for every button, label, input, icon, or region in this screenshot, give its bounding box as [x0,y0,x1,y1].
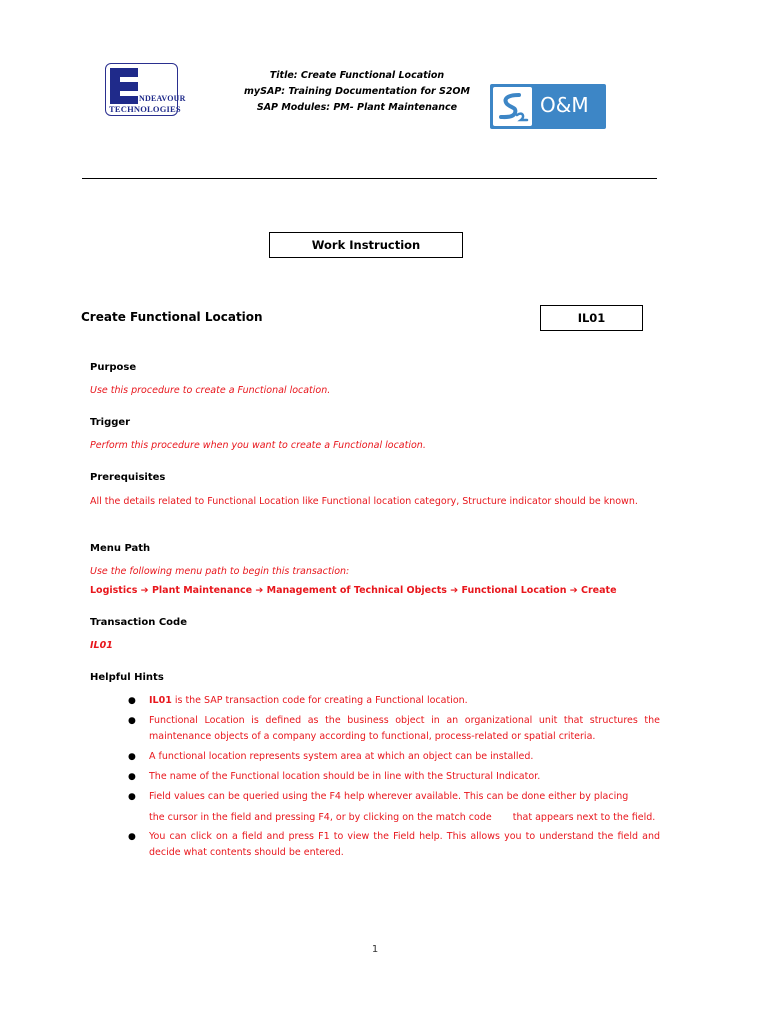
bullet-icon: ● [128,716,136,726]
e-letter-mark [110,68,138,104]
hint-text-line2: the cursor in the field and pressing F4, or by clicking on the match code that appears next to the field. [149,812,656,823]
document-header [232,68,482,116]
s2-om-logo [490,84,606,129]
bullet-icon: ● [128,832,136,842]
hint-text-line1: Field values can be queried using the F4 help wherever available. This can be done either by placing [149,791,629,802]
logo-text-line1: NDEAVOUR [139,94,186,103]
list-item [128,829,660,861]
header-divider [82,178,657,179]
list-item [128,749,660,765]
purpose-heading: Purpose [90,362,137,373]
hint-text: A functional location represents system area at which an object can be installed. [149,751,534,762]
prerequisites-text: All the details related to Functional Location like Functional location category, Structure indicator should be known. [90,496,638,507]
transaction-code-box: IL01 [540,305,643,331]
list-item [128,693,660,709]
hint-code: IL01 [149,695,172,706]
menu-path-heading: Menu Path [90,543,151,554]
hint-text: is the SAP transaction code for creating a Functional location. [171,695,468,706]
transaction-code: IL01 [90,640,113,651]
logo-text-line2: TECHNOLOGIES [109,104,181,114]
om-text: O&M [540,93,589,117]
trigger-text: Perform this procedure when you want to create a Functional location. [90,440,426,451]
menu-path-intro: Use the following menu path to begin this transaction: [90,566,350,577]
trigger-heading: Trigger [90,417,131,428]
list-item [128,789,660,825]
header-doc: mySAP: Training Documentation for S2OM [244,86,470,97]
hint-text: The name of the Functional location should be in line with the Structural Indicator. [149,771,541,782]
work-instruction-box: Work Instruction [269,232,463,258]
page-number: 1 [371,944,379,955]
s2-emblem-icon [493,87,532,126]
hints-list [128,693,660,861]
list-item [128,713,660,745]
hint-text: Functional Location is defined as the business object in an organizational unit that structures the maintenance objects of a company according to functional, process-related or spatial criteria. [149,715,660,742]
bullet-icon: ● [128,792,136,802]
helpful-hints-heading: Helpful Hints [90,672,164,683]
bullet-icon: ● [128,752,136,762]
endeavour-logo [105,63,186,116]
bullet-icon: ● [128,696,136,706]
header-title: Title: Create Functional Location [269,70,445,81]
hint-text: You can click on a field and press F1 to view the Field help. This allows you to understand the field and decide what contents should be entered. [149,831,660,858]
header-module: SAP Modules: PM- Plant Maintenance [256,102,458,113]
page-title: Create Functional Location [81,310,263,324]
transaction-code-heading: Transaction Code [90,617,187,628]
bullet-icon: ● [128,772,136,782]
prerequisites-heading: Prerequisites [90,472,166,483]
purpose-text: Use this procedure to create a Functional location. [90,385,331,396]
menu-path: Logistics ➔ Plant Maintenance ➔ Management of Technical Objects ➔ Functional Location ➔ Create [90,585,617,596]
list-item [128,769,660,785]
